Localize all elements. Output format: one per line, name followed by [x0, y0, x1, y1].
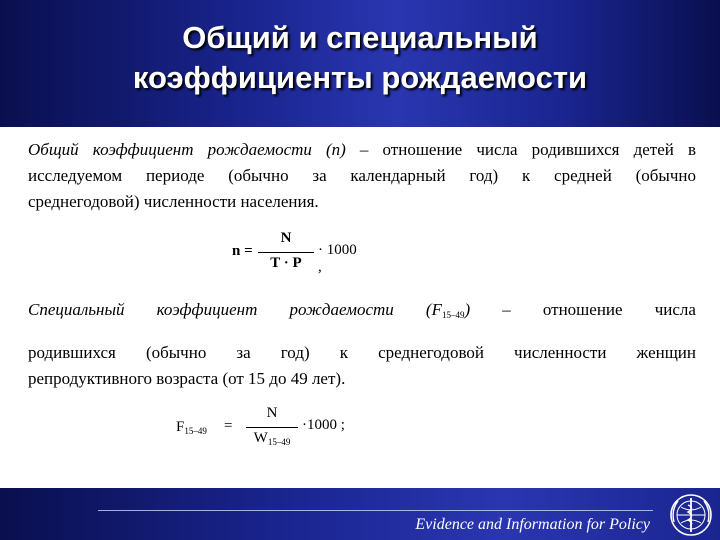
definition-general	[28, 137, 696, 215]
slide-header	[0, 0, 720, 127]
special-word-2: коэффициент	[156, 300, 258, 319]
definition-special-line-2: родившихся (обычно за год) к среднегодовой численности женщин	[28, 343, 696, 362]
definition-special-line-3: репродуктивного возраста (от 15 до 49 лет).	[28, 369, 346, 388]
formula1-fraction-bar	[258, 252, 314, 253]
slide-title	[0, 18, 720, 98]
footer-divider	[98, 510, 653, 511]
formula2-equals: =	[224, 418, 233, 434]
definition-general-line-1	[28, 137, 696, 163]
special-word-dash: –	[502, 300, 511, 319]
special-term-sub: 15–49	[441, 310, 465, 320]
definition-general-line-2: исследуемом периоде (обычно за календарный год) к средней (обычно	[28, 166, 696, 185]
formula2-denominator	[246, 430, 298, 447]
special-word-3: рождаемости	[289, 300, 394, 319]
footer-tagline: Evidence and Information for Policy	[415, 516, 650, 533]
special-term-symbol	[426, 297, 470, 328]
special-word-7: числа	[654, 300, 696, 319]
formula2-fraction-bar	[246, 427, 298, 428]
formula1-denominator: T · P	[270, 255, 302, 271]
definition-special-rest	[28, 340, 696, 392]
formula1-multiplier: · 1000 ,	[318, 242, 357, 275]
formula-general-rate	[232, 230, 362, 275]
slide-footer	[0, 488, 720, 540]
who-emblem-icon	[668, 492, 714, 538]
special-word-1: Специальный	[28, 300, 125, 319]
title-line-1: Общий и специальный	[182, 20, 538, 55]
title-line-2: коэффициенты рождаемости	[132, 60, 588, 95]
formula-special-rate	[176, 405, 366, 455]
formula1-numerator: N	[280, 230, 292, 246]
formula2-f: F	[176, 419, 185, 435]
formula2-lhs-sub: 15–49	[184, 426, 207, 436]
formula2-multiplier: ·1000 ;	[302, 417, 345, 433]
formula2-numerator: N	[266, 405, 278, 421]
special-term-f: (F	[425, 300, 442, 319]
formula2-den-sub: 15–49	[267, 437, 291, 447]
special-word-6: отношение	[542, 300, 623, 319]
special-term-close: )	[464, 300, 471, 319]
general-rate-term: Общий коэффициент рождаемости (n)	[28, 140, 346, 159]
general-rate-text-1: – отношение числа родившихся детей в	[345, 140, 696, 159]
formula1-lhs: n =	[232, 243, 253, 259]
formula2-lhs	[176, 419, 207, 436]
formula2-w: W	[253, 430, 268, 446]
definition-general-line-3: среднегодовой) численности населения.	[28, 192, 319, 211]
definition-special-line-1	[28, 297, 696, 328]
